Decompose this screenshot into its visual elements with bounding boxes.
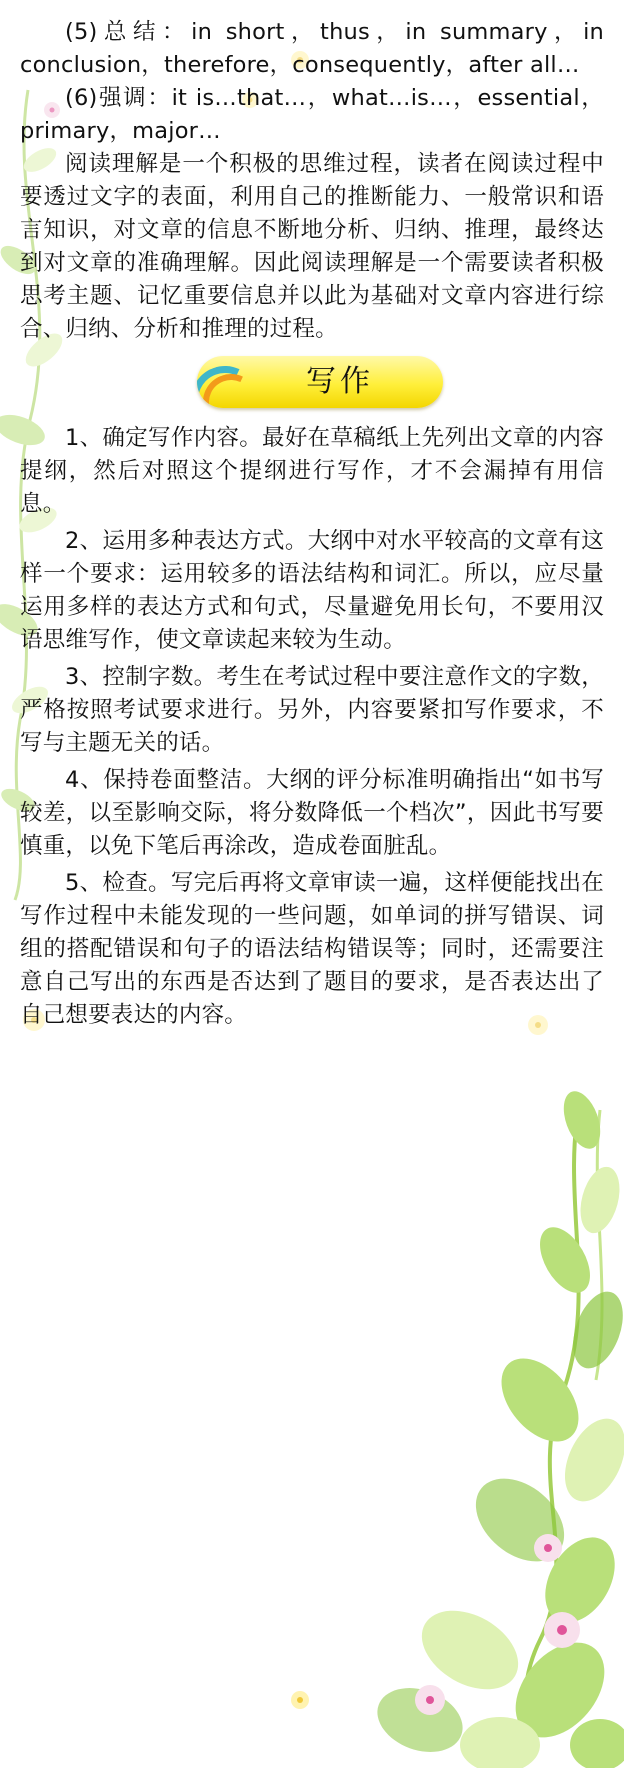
writing-tip-3: 3、控制字数。考生在考试过程中要注意作文的字数，严格按照考试要求进行。另外，内容要紧扣写作要求，不写与主题无关的话。	[20, 664, 604, 756]
article-content	[20, 16, 604, 1036]
writing-tip-2: 2、运用多种表达方式。大纲中对水平较高的文章有这样一个要求：运用较多的语法结构和词汇。所以，应尽量运用多样的表达方式和句式，尽量避免用长句，不要用汉语思维写作，使文章读起来较为生动。	[20, 528, 604, 653]
writing-tip-5: 5、检查。写完后再将文章审读一遍，这样便能找出在写作过程中未能发现的一些问题，如单词的拼写错误、词组的搭配错误和句子的语法结构错误等；同时，还需要注意自己写出的东西是否达到了题目的要求，是否表达出了自己想要表达的内容。	[20, 870, 604, 1028]
summary-phrases-paragraph: (5)总结：in short，thus，in summary，in conclusion，therefore，consequently，after all…	[20, 19, 604, 78]
reading-comprehension-paragraph: 阅读理解是一个积极的思维过程，读者在阅读过程中要透过文字的表面，利用自己的推断能力、一般常识和语言知识，对文章的信息不断地分析、归纳、推理，最终达到对文章的准确理解。因此阅读理解是一个需要读者积极思考主题、记忆重要信息并以此为基础对文章内容进行综合、归纳、分析和推理的过程。	[20, 151, 604, 342]
heading-badge	[197, 356, 443, 408]
writing-tip-4: 4、保持卷面整洁。大纲的评分标准明确指出“如书写较差，以至影响交际，将分数降低一个档次”，因此书写要慎重，以免下笔后再涂改，造成卷面脏乱。	[20, 767, 604, 859]
emphasis-phrases-paragraph: (6)强调：it is…that…，what…is…，essential，primary，major…	[20, 85, 604, 144]
right-vine-icon	[368, 1086, 624, 1768]
reading-section	[20, 16, 604, 346]
writing-heading-banner	[20, 356, 604, 412]
writing-tip-1: 1、确定写作内容。最好在草稿纸上先列出文章的内容提纲，然后对照这个提纲进行写作，才不会漏掉有用信息。	[20, 425, 604, 517]
writing-section	[20, 422, 604, 1032]
section-title: 写作	[306, 364, 374, 399]
